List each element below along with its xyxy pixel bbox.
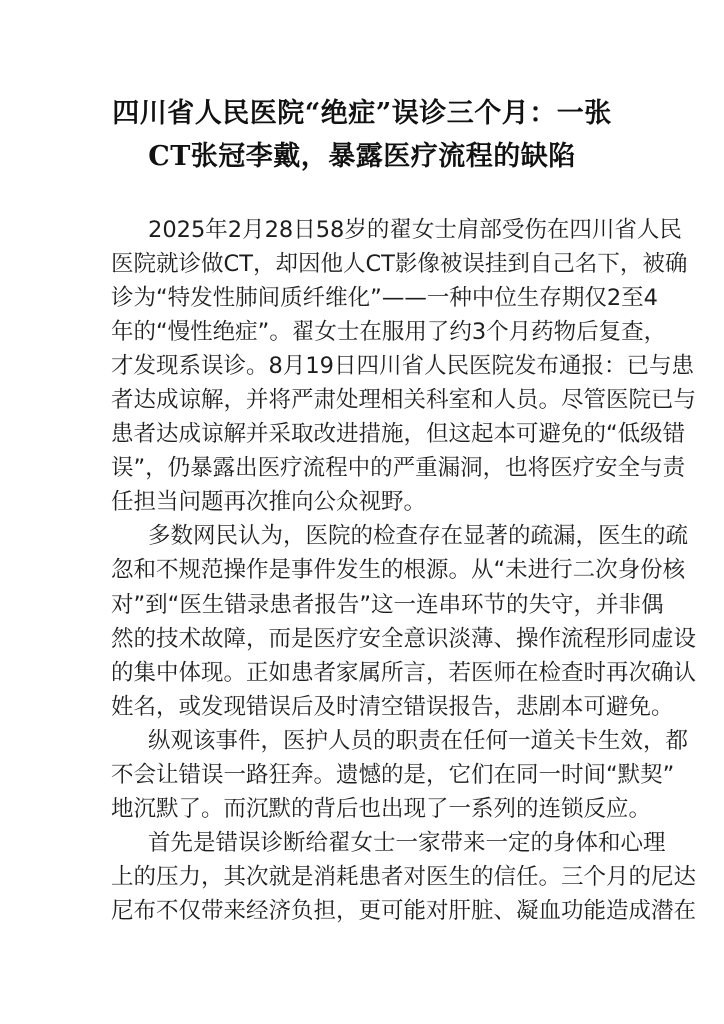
paragraph [111, 519, 697, 723]
text-line: 上的压力，其次就是消耗患者对医生的信任。三个月的尼达 [111, 863, 697, 890]
text-line: 对”到“医生错录患者报告”这一连串环节的失守，并非偶 [111, 591, 664, 618]
text-line: 纵观该事件，医护人员的职责在任何一道关卡生效，都 [148, 727, 689, 754]
text-line: 地沉默了。而沉默的背后也出现了一系列的连锁反应。 [111, 795, 652, 822]
text-line: 忽和不规范操作是事件发生的根源。从“未进行二次身份核 [111, 557, 686, 584]
paragraph [111, 724, 689, 826]
text-line: 2025年2月28日58岁的翟女士肩部受伤在四川省人民 [148, 217, 682, 243]
text-line: 误”，仍暴露出医疗流程中的严重漏洞，也将医疗安全与责 [111, 455, 686, 482]
text-line: 姓名，或发现错误后及时清空错误报告，悲剧本可避免。 [111, 693, 674, 720]
text-line: 不会让错误一路狂奔。遗憾的是，它们在同一时间“默契” [111, 761, 675, 788]
text-line: 然的技术故障，而是医疗安全意识淡薄、操作流程形同虚设 [111, 625, 697, 652]
text-line: 者达成谅解，并将严肃处理相关科室和人员。尽管医院已与 [111, 387, 697, 414]
text-line: 医院就诊做CT，却因他人CT影像被误挂到自己名下，被确 [111, 251, 688, 278]
text-line: 诊为“特发性肺间质纤维化”——一种中位生存期仅2至4 [111, 285, 658, 312]
paragraph [111, 826, 697, 928]
text-line: 任担当问题再次推向公众视野。 [111, 489, 427, 516]
paragraph [111, 213, 697, 519]
text-line: 首先是错误诊断给翟女士一家带来一定的身体和心理 [148, 829, 666, 856]
title-line: 四川省人民医院“绝症”误诊三个月：一张 [112, 98, 612, 129]
text-line: 患者达成谅解并采取改进措施，但这起本可避免的“低级错 [111, 421, 686, 448]
text-line: 的集中体现。正如患者家属所言，若医师在检查时再次确认 [111, 659, 697, 686]
text-line: 多数网民认为，医院的检查存在显著的疏漏，医生的疏 [148, 523, 689, 550]
text-line: 尼布不仅带来经济负担，更可能对肝脏、凝血功能造成潜在 [111, 897, 697, 924]
text-line: 才发现系误诊。8月19日四川省人民医院发布通报：已与患 [111, 353, 694, 380]
article-body [111, 213, 697, 928]
article-title [100, 92, 624, 178]
title-line: CT张冠李戴，暴露医疗流程的缺陷 [148, 141, 576, 172]
text-line: 年的“慢性绝症”。翟女士在服用了约3个月药物后复查， [111, 319, 667, 346]
